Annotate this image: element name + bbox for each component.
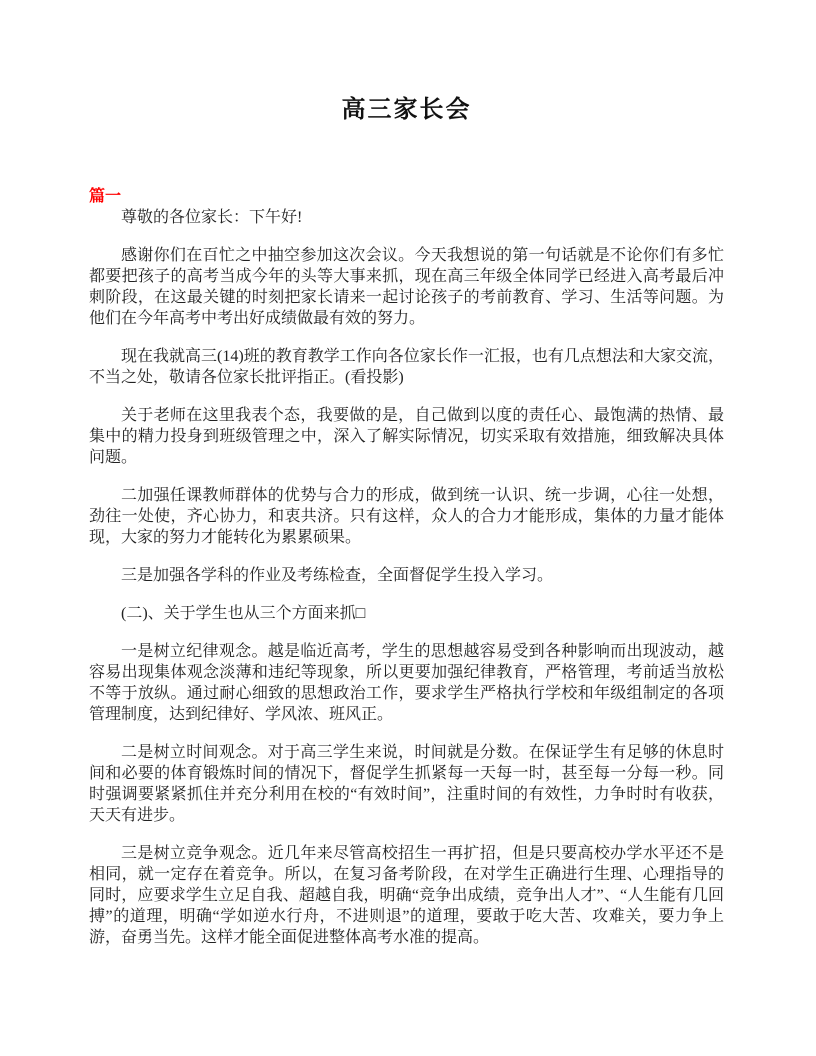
- greeting-paragraph: 尊敬的各位家长：下午好!: [121, 209, 303, 226]
- document-body: [89, 207, 724, 948]
- paragraph-report: 现在我就高三(14)班的教育教学工作向各位家长作一汇报，也有几点想法和大家交流，不当之处，敬请各位家长批评指正。(看投影): [89, 348, 724, 386]
- paragraph-students-heading: (二)、关于学生也从三个方面来抓□: [121, 605, 366, 622]
- document-title: 高三家长会: [341, 97, 472, 123]
- paragraph-competition: 三是树立竞争观念。近几年来尽管高校招生一再扩招，但是只要高校办学水平还不是相同，就一定存在着竞争。所以，在复习备考阶段，在对学生正确进行生理、心理指导的同时，应要求学生立足自我、超越自我，明确“竞争出成绩，竞争出人才”、“人生能有几回搏”的道理，明确“学如逆水行舟，不进则退”的道理，要敢于吃大苦、攻难关，要力争上游，奋勇当先。这样才能全面促进整体高考水准的提高。: [89, 845, 724, 946]
- paragraph-teacher-stance: 关于老师在这里我表个态，我要做的是，自己做到以度的责任心、最饱满的热情、最集中的精力投身到班级管理之中，深入了解实际情况，切实采取有效措施，细致解决具体问题。: [89, 407, 724, 466]
- paragraph-thanks: 感谢你们在百忙之中抽空参加这次会议。今天我想说的第一句话就是不论你们有多忙都要把孩子的高考当成今年的头等大事来抓，现在高三年级全体同学已经进入高考最后冲刺阶段，在这最关键的时刻把家长请来一起讨论孩子的考前教育、学习、生活等问题。为他们在今年高考中考出好成绩做最有效的努力。: [89, 247, 724, 327]
- paragraph-homework-check: 三是加强各学科的作业及考练检查，全面督促学生投入学习。: [121, 567, 554, 584]
- paragraph-time: 二是树立时间观念。对于高三学生来说，时间就是分数。在保证学生有足够的休息时间和必要的体育锻炼时间的情况下，督促学生抓紧每一天每一时，甚至每一分每一秒。同时强调要紧紧抓住并充分利用在校的“有效时间”，注重时间的有效性，力争时时有收获，天天有进步。: [89, 744, 724, 824]
- paragraph-discipline: 一是树立纪律观念。越是临近高考，学生的思想越容易受到各种影响而出现波动，越容易出现集体观念淡薄和违纪等现象，所以更要加强纪律教育，严格管理，考前适当放松不等于放纵。通过耐心细致的思想政治工作，要求学生严格执行学校和年级组制定的各项管理制度，达到纪律好、学风浓、班风正。: [89, 643, 724, 723]
- paragraph-teacher-unity: 二加强任课教师群体的优势与合力的形成，做到统一认识、统一步调，心往一处想，劲往一处使，齐心协力，和衷共济。只有这样，众人的合力才能形成，集体的力量才能体现，大家的努力才能转化为累累硕果。: [89, 487, 724, 546]
- section-label: 篇一: [89, 188, 122, 205]
